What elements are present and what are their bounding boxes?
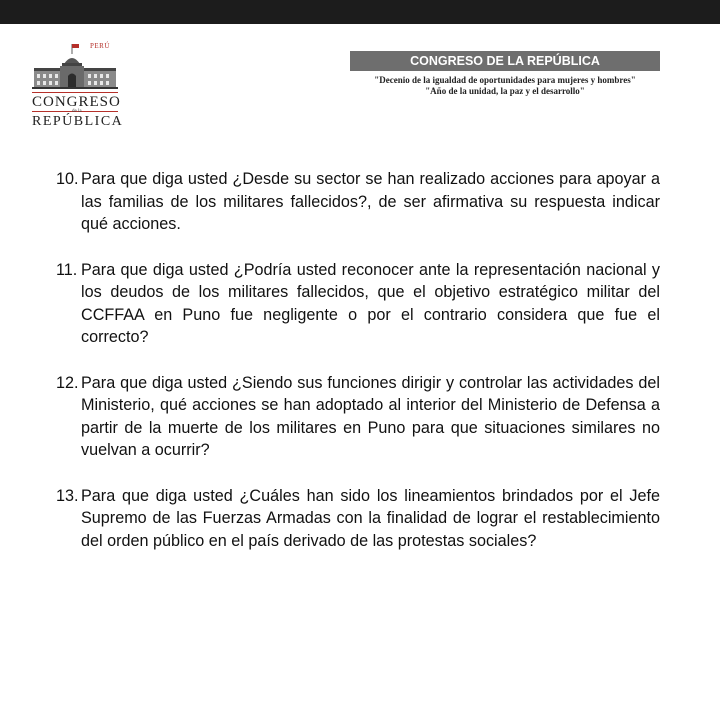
decree-text	[350, 75, 660, 97]
logo-country-label: PERÚ	[90, 42, 110, 50]
decree-line-1: "Decenio de la igualdad de oportunidades para mujeres y hombres"	[374, 75, 636, 85]
question-text: Para que diga usted ¿Podría usted reconocer ante la representación nacional y los deudos de los militares fallecidos, que el objetivo estratégico militar del CCFFAA en Puno fue negligente o por el contrario considera que fue el correcto?	[81, 260, 660, 346]
logo-connector: de la	[72, 109, 82, 114]
logo-line2: REPÚBLICA	[32, 114, 124, 129]
congress-building-icon	[28, 42, 128, 92]
question-number: 11.	[56, 260, 78, 279]
question-text: Para que diga usted ¿Desde su sector se han realizado acciones para apoyar a las familias de los militares fallecidos?, de ser afirmativa su respuesta indicar qué acciones.	[81, 170, 660, 233]
logo-line1: CONGRESO	[32, 94, 121, 110]
header-banner: CONGRESO DE LA REPÚBLICA	[350, 51, 660, 71]
question-item	[56, 372, 660, 462]
question-number: 10.	[56, 170, 79, 188]
question-text: Para que diga usted ¿Cuáles han sido los lineamientos brindados por el Jefe Supremo de las Fuerzas Armadas con la finalidad de lograr el restablecimiento del orden público en el país derivado de las protestas sociales?	[81, 486, 660, 550]
congress-logo	[28, 42, 128, 132]
question-text: Para que diga usted ¿Siendo sus funciones dirigir y controlar las actividades del Ministerio, qué acciones se han adoptado al interior del Ministerio de Defensa a partir de la muerte de los militares en Puno para que situaciones similares no vuelvan a ocurrir?	[81, 373, 660, 459]
question-list	[56, 168, 660, 575]
question-number: 13.	[56, 486, 79, 505]
decree-line-2: "Año de la unidad, la paz y el desarrollo"	[425, 86, 585, 96]
question-item	[56, 259, 660, 349]
question-number: 12.	[56, 373, 79, 392]
top-bar	[0, 0, 720, 24]
logo-rule-top	[32, 92, 118, 93]
question-item	[56, 485, 660, 553]
question-item	[56, 168, 660, 236]
